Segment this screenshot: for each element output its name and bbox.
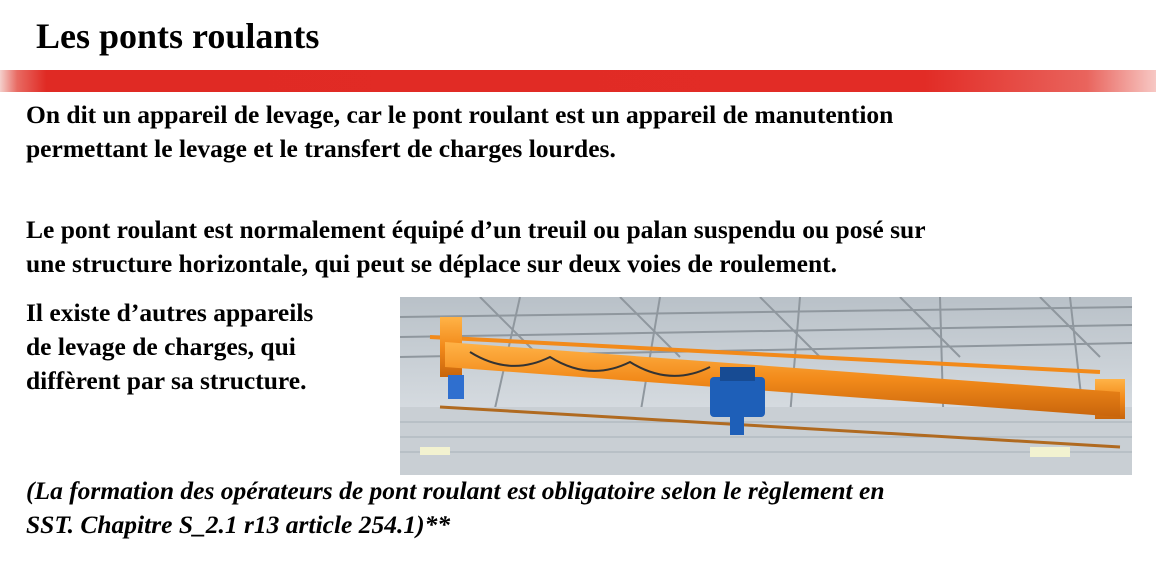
paragraph-line: Le pont roulant est normalement équipé d’un treuil ou palan suspendu ou posé sur bbox=[26, 215, 926, 244]
paragraph-definition bbox=[26, 98, 893, 166]
paragraph-equipment bbox=[26, 213, 926, 281]
paragraph-line: Il existe d’autres appareils bbox=[26, 298, 314, 327]
paragraph-line: diffèrent par sa structure. bbox=[26, 366, 307, 395]
note-line: SST. Chapitre S_2.1 r13 article 254.1)** bbox=[26, 510, 451, 539]
paragraph-line: une structure horizontale, qui peut se déplace sur deux voies de roulement. bbox=[26, 249, 838, 278]
paragraph-other-devices bbox=[26, 296, 313, 398]
paragraph-line: permettant le levage et le transfert de charges lourdes. bbox=[26, 134, 616, 163]
training-note bbox=[26, 474, 885, 542]
paragraph-line: On dit un appareil de levage, car le pont roulant est un appareil de manutention bbox=[26, 100, 894, 129]
title-underline-bar bbox=[0, 70, 1156, 92]
note-line: (La formation des opérateurs de pont roulant est obligatoire selon le règlement en bbox=[26, 476, 885, 505]
paragraph-line: de levage de charges, qui bbox=[26, 332, 296, 361]
overhead-crane-photo bbox=[400, 297, 1132, 475]
page-title: Les ponts roulants bbox=[36, 16, 320, 56]
